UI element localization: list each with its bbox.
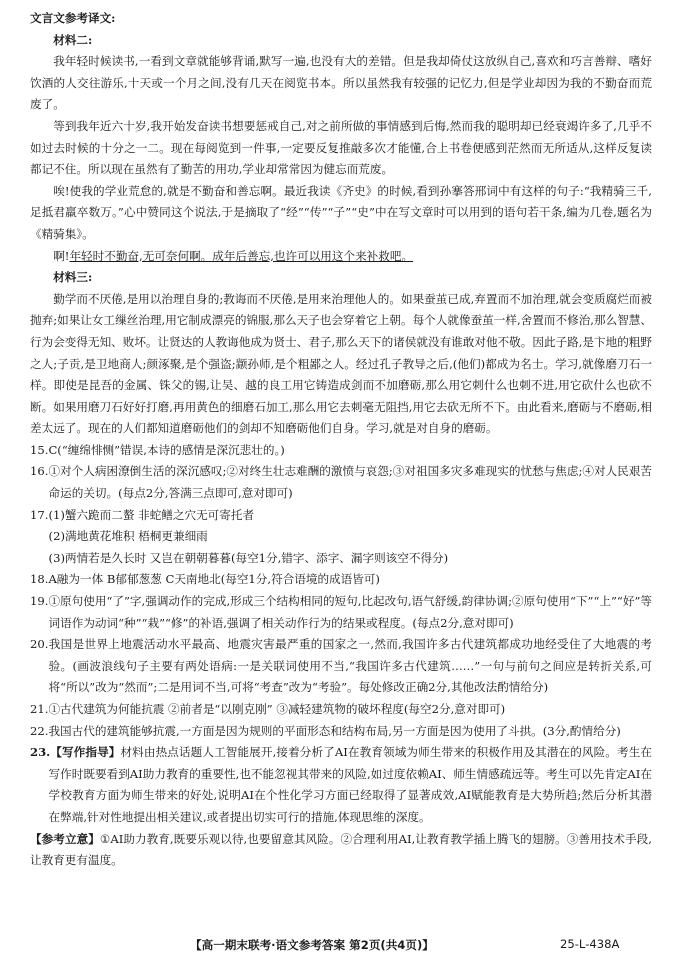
answer-23-ref-text: ①AI助力教育,既要乐观以待,也要留意其风险。②合理利用AI,让教育教学插上腾飞的翅膀。③善用技术手段,让教育更有温度。 — [30, 831, 652, 868]
footer-title: 【高一期末联考·语文参考答案 第2页(共4页)】 — [190, 938, 434, 952]
answer-19: 19.①原句使用“了”字,强调动作的完成,形成三个结构相同的短句,比起改句,语气舒缓,韵律协调;②原句使用“下”“上”“好”等词语作为动词“种”“栽”“修”的补语,强调了相关动作行为的结果或程度。(每点2分,意对即可) — [30, 594, 652, 630]
answer-17-3: (3)两情若是久长时 又岂在朝朝暮暮(每空1分,错字、添字、漏字则该空不得分) — [48, 550, 449, 565]
answer-15: 15.C(“缠绵悱恻”错误,本诗的感情是深沉悲壮的。) — [30, 442, 285, 457]
section-header: 文言文参考译文: — [30, 11, 116, 25]
answer-22: 22.我国古代的建筑能够抗震,一方面是因为规则的平面形态和结构布局,另一方面是因为使用了斗拱。(3分,酌情给分) — [30, 723, 621, 738]
material-2-para-4 — [30, 246, 652, 268]
answer-21: 21.①古代建筑为何能抗震 ②前者是“以刚克刚” ③减轻建筑物的破坏程度(每空2分,意对即可) — [30, 702, 506, 716]
answer-17-2: (2)满地黄花堆积 梧桐更兼细雨 — [48, 529, 208, 544]
footer-code: 25-L-438A — [560, 937, 620, 951]
material-2-para-2: 等到我年近六十岁,我开始发奋读书想要惩戒自己,对之前所做的事情感到后悔,然而我的聪明却已经衰竭许多了,几乎不如过去时候的十分之一二。现在每阅览到一件事,一定要反复推敲多次才能懂,合上书卷便感到茫然而无所适从,这样反复读都记不住。所以现在虽然有了勤苦的用功,学业却常常因为健忘而荒废。 — [30, 118, 652, 177]
answer-17-1: 17.(1)蟹六跪而二螯 非蛇鳝之穴无可寄托者 — [30, 507, 255, 522]
answer-23-guide — [30, 742, 652, 828]
material-2-underlined: 年轻时不勤奋,无可奈何啊。成年后善忘,也许可以用这个来补救吧。 — [69, 248, 414, 263]
material-2-para-1: 我年轻时候读书,一看到文章就能够背诵,默写一遍,也没有大的差错。但是我却倚仗这放纵自己,喜欢和巧言善辩、嗜好饮酒的人交往游乐,十天或一个月之间,没有几天在阅览书本。所以虽然我有较强的记忆力,但是学业却因为我的不勤奋而荒废了。 — [30, 54, 652, 112]
answer-23-guide-text: 材料由热点话题人工智能展开,接着分析了AI在教育领域为师生带来的积极作用及其潜在的风险。考生在写作时既要看到AI助力教育的重要性,也不能忽视其带来的风险,如过度依赖AI、师生情感疏远等。考生可以先肯定AI在学校教育方面为师生带来的好处,说明AI在个性化学习方面已经取得了显著成效,AI赋能教育是大势所趋;然后分析其潜在弊端,针对性地提出相关建议,或者提出切实可行的措施,体现思维的深度。 — [48, 745, 652, 824]
material-3-para: 勤学而不厌倦,是用以治理自身的;教诲而不厌倦,是用来治理他人的。如果蚕茧已成,弃置而不加治理,就会变质腐烂而被抛弃;如果让女工缫丝治理,用它制成漂亮的锦服,那么天子也会穿着它上朝。每个人就像蚕茧一样,舍置而不修治,那么智慧、行为会变得无知、败坏。让贤达的人教诲他成为贤士、君子,那么天下的诸侯就没有谁敢对他不敬。因此子路,是卞地的粗野之人;子贡,是卫地商人;颜涿聚,是个强盗;颛孙师,是个粗鄙之人。经过孔子教导之后,(他们)都成为名士。学习,就像磨刀石一样。即使是昆吾的金属、铢父的锡,让吴、越的良工用它铸造成剑而不加磨砺,那么用它刺什么也刺不进,用它砍什么也砍不断。如果用磨刀石好好打磨,再用黄色的细磨石加工,那么用它去刺毫无阻挡,用它去砍无所不下。由此看来,磨砺与不磨砺,相差太远了。现在的人们都知道磨砺他们的剑却不知磨砺他们自身。学习,就是对自身的磨砺。 — [30, 291, 652, 436]
answer-16: 16.①对个人病困潦倒生活的深沉感叹;②对终生壮志难酬的激愤与哀怨;③对祖国多灾多难现实的忧愁与焦虑;④对人民艰苦命运的关切。(每点2分,答满三点即可,意对即可) — [30, 464, 652, 501]
answer-18: 18.A融为一体 B郁郁葱葱 C天南地北(每空1分,符合语境的成语皆可) — [30, 572, 380, 587]
answer-20: 20.我国是世界上地震活动水平最高、地震灾害最严重的国家之一,然而,我国许多古代建筑都成功地经受住了大地震的考验。(画波浪线句子主要有两处语病:一是关联词使用不当,“我国许多古代建筑……”一句与前句之间应是转折关系,可将“所以”改为“然而”;二是用词不当,可将“考查”改为“考验”。每处修改正确2分,其他改法酌情给分) — [30, 637, 652, 695]
answer-page — [30, 8, 652, 872]
material-3-title: 材料三: — [53, 270, 93, 285]
material-2-title: 材料二: — [53, 32, 93, 47]
answer-23-ref — [30, 829, 652, 872]
material-2-exclaim: 啊! — [53, 248, 70, 263]
answer-23-ref-label: 【参考立意】 — [30, 831, 100, 846]
answer-23-guide-label: 23.【写作指导】 — [30, 745, 121, 760]
material-2-para-3: 唉!使我的学业荒怠的,就是不勤奋和善忘啊。最近我读《齐史》的时候,看到孙搴答邢词中有这样的句子:“我精骑三千,足抵君羸卒数万。”心中赞同这个说法,于是摘取了“经”“传”“子”“史”中在写文章时可以用到的语句若干条,编为几卷,题名为《精骑集》。 — [30, 183, 652, 241]
